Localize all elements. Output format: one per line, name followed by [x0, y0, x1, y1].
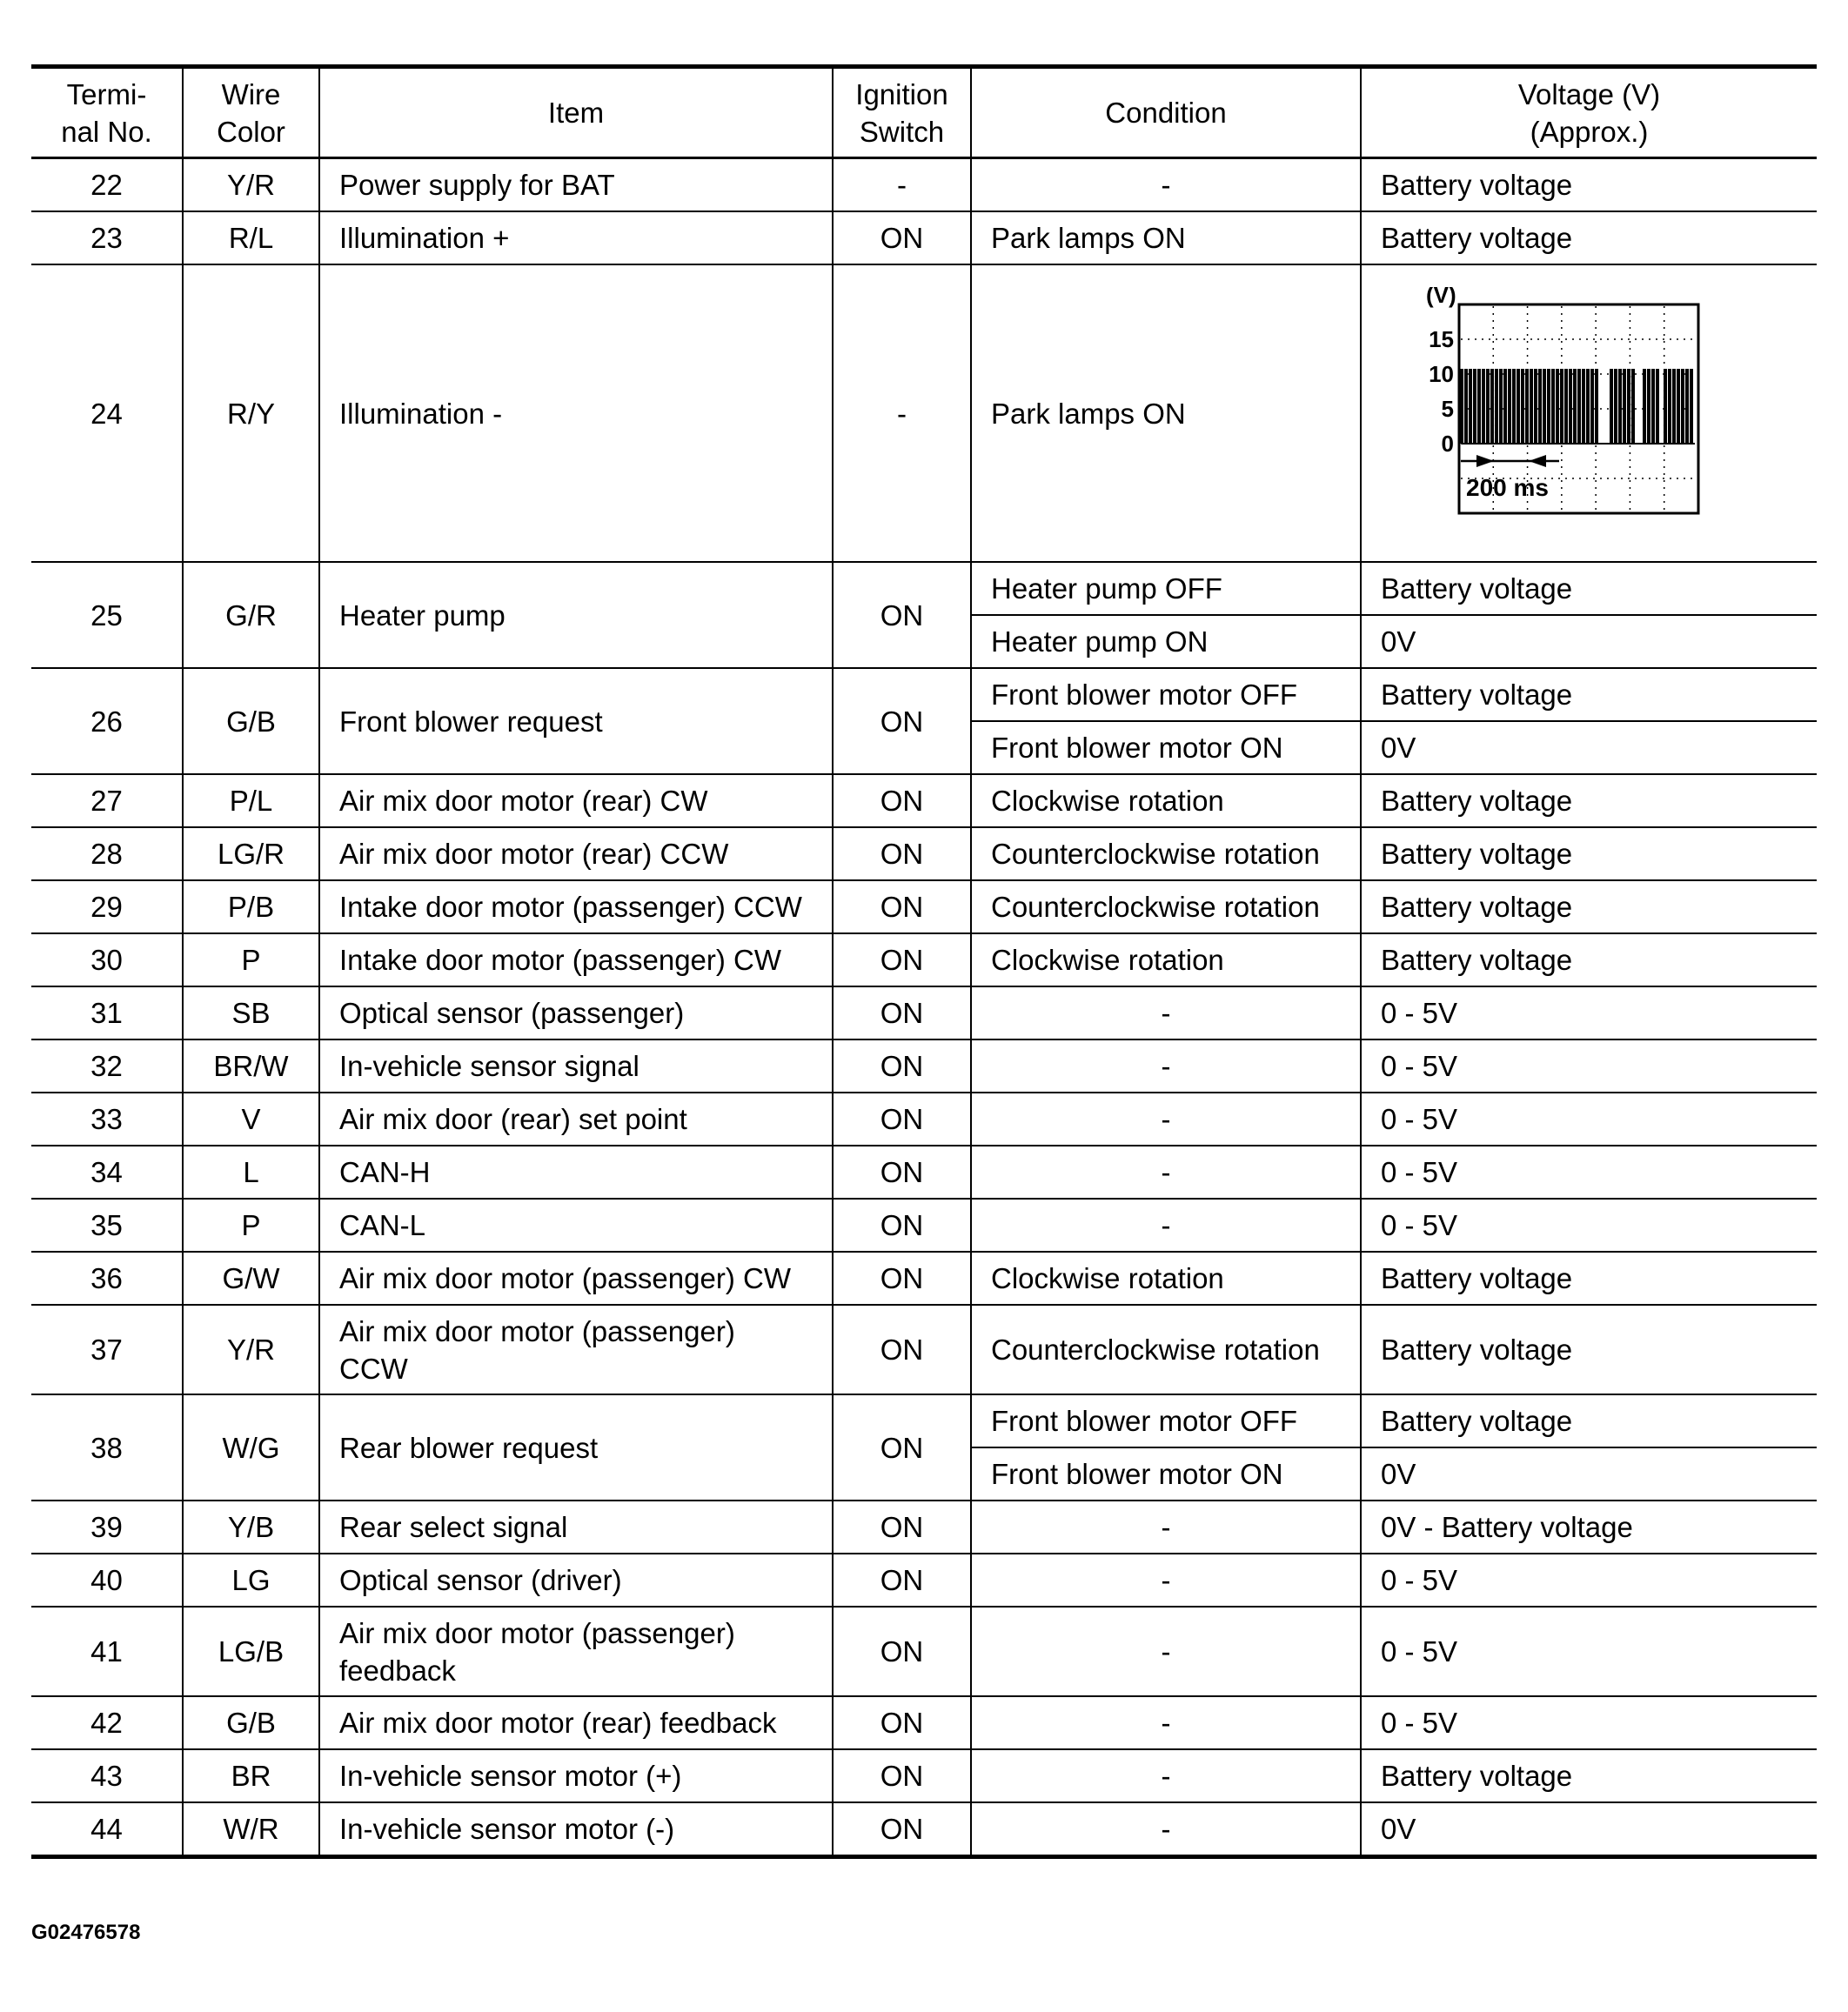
header-condition: Condition [971, 67, 1361, 158]
voltage-cell: 0 - 5V [1361, 1554, 1817, 1607]
condition-cell: Clockwise rotation [971, 933, 1361, 986]
condition-cell: Front blower motor ON [971, 721, 1361, 774]
voltage-cell: Battery voltage [1361, 774, 1817, 827]
item-cell: CAN-L [319, 1199, 833, 1252]
table-row [31, 1554, 1817, 1607]
table-row [31, 1146, 1817, 1199]
terminal-no-cell: 36 [31, 1252, 183, 1305]
terminal-no-cell: 25 [31, 562, 183, 668]
table-row [31, 827, 1817, 880]
wire-color-cell: G/B [183, 1696, 319, 1749]
ignition-switch-cell: ON [833, 1501, 971, 1554]
condition-cell: - [971, 1039, 1361, 1093]
terminal-no-cell: 38 [31, 1394, 183, 1501]
ignition-switch-cell: ON [833, 986, 971, 1039]
condition-cell: Counterclockwise rotation [971, 880, 1361, 933]
header-row [31, 67, 1817, 158]
table-row [31, 1802, 1817, 1857]
ignition-switch-cell: ON [833, 1394, 971, 1501]
item-cell: Illumination + [319, 211, 833, 264]
condition-cell: Front blower motor OFF [971, 1394, 1361, 1447]
ignition-switch-cell: ON [833, 1554, 971, 1607]
terminal-no-cell: 42 [31, 1696, 183, 1749]
condition-cell: Clockwise rotation [971, 774, 1361, 827]
item-cell: In-vehicle sensor motor (-) [319, 1802, 833, 1857]
ignition-switch-cell: ON [833, 880, 971, 933]
ignition-switch-cell: ON [833, 562, 971, 668]
voltage-cell: 0V - Battery voltage [1361, 1501, 1817, 1554]
header-wire-line2: Color [217, 115, 285, 148]
condition-cell: - [971, 1802, 1361, 1857]
waveform-y-tick: 5 [1441, 396, 1454, 422]
condition-cell: - [971, 1749, 1361, 1802]
voltage-cell: 0 - 5V [1361, 986, 1817, 1039]
ignition-switch-cell: ON [833, 1146, 971, 1199]
item-cell [319, 1305, 833, 1394]
terminal-no-cell: 39 [31, 1501, 183, 1554]
waveform-chart [1381, 287, 1711, 531]
table-row [31, 668, 1817, 721]
condition-cell: - [971, 1696, 1361, 1749]
terminal-no-cell: 32 [31, 1039, 183, 1093]
terminal-no-cell: 31 [31, 986, 183, 1039]
terminal-no-cell: 22 [31, 158, 183, 212]
table-row [31, 774, 1817, 827]
item-cell: Air mix door motor (rear) feedback [319, 1696, 833, 1749]
condition-cell: - [971, 1554, 1361, 1607]
table-row [31, 986, 1817, 1039]
voltage-cell: Battery voltage [1361, 880, 1817, 933]
ignition-switch-cell: - [833, 158, 971, 212]
item-cell: Rear blower request [319, 1394, 833, 1501]
condition-cell: - [971, 1199, 1361, 1252]
header-wire-line1: Wire [221, 77, 281, 110]
condition-cell: Front blower motor OFF [971, 668, 1361, 721]
terminal-no-cell: 27 [31, 774, 183, 827]
voltage-cell: Battery voltage [1361, 1749, 1817, 1802]
ignition-switch-cell: ON [833, 211, 971, 264]
voltage-cell: Battery voltage [1361, 211, 1817, 264]
header-ignition-line1: Ignition [855, 77, 948, 110]
voltage-cell: 0V [1361, 1802, 1817, 1857]
item-cell: Optical sensor (passenger) [319, 986, 833, 1039]
condition-cell: - [971, 1093, 1361, 1146]
terminal-no-cell: 24 [31, 264, 183, 562]
wire-color-cell: P/B [183, 880, 319, 933]
item-cell-line: Air mix door motor (passenger) [339, 1616, 735, 1649]
wire-color-cell: Y/B [183, 1501, 319, 1554]
waveform-y-tick: 0 [1441, 431, 1454, 457]
ignition-switch-cell: ON [833, 1252, 971, 1305]
wire-color-cell: P [183, 933, 319, 986]
header-wire-color [183, 67, 319, 158]
wire-color-cell: P [183, 1199, 319, 1252]
ignition-switch-cell: - [833, 264, 971, 562]
voltage-cell: Battery voltage [1361, 1252, 1817, 1305]
ignition-switch-cell: ON [833, 1696, 971, 1749]
voltage-cell: Battery voltage [1361, 562, 1817, 615]
voltage-waveform-cell [1361, 264, 1817, 562]
terminal-no-cell: 41 [31, 1607, 183, 1696]
ignition-switch-cell: ON [833, 827, 971, 880]
wire-color-cell: W/R [183, 1802, 319, 1857]
ignition-switch-cell: ON [833, 668, 971, 774]
table-row [31, 1394, 1817, 1447]
terminal-no-cell: 30 [31, 933, 183, 986]
wire-color-cell: BR [183, 1749, 319, 1802]
time-scale-label: 200 ms [1466, 474, 1549, 501]
ignition-switch-cell: ON [833, 774, 971, 827]
terminal-voltage-table [31, 64, 1817, 1859]
wire-color-cell: W/G [183, 1394, 319, 1501]
condition-cell: Park lamps ON [971, 264, 1361, 562]
table-row [31, 1199, 1817, 1252]
table-row [31, 562, 1817, 615]
condition-cell: - [971, 158, 1361, 212]
header-item: Item [319, 67, 833, 158]
item-cell: Optical sensor (driver) [319, 1554, 833, 1607]
table-row [31, 933, 1817, 986]
table-row [31, 1501, 1817, 1554]
item-cell: In-vehicle sensor signal [319, 1039, 833, 1093]
item-cell: Intake door motor (passenger) CCW [319, 880, 833, 933]
condition-cell: - [971, 1501, 1361, 1554]
waveform-unit-label: (V) [1426, 287, 1456, 308]
item-cell: Power supply for BAT [319, 158, 833, 212]
wire-color-cell: G/W [183, 1252, 319, 1305]
item-cell-line: CCW [339, 1352, 408, 1385]
item-cell [319, 1607, 833, 1696]
terminal-no-cell: 23 [31, 211, 183, 264]
ignition-switch-cell: ON [833, 1093, 971, 1146]
header-voltage-line2: (Approx.) [1530, 115, 1649, 148]
voltage-cell: 0 - 5V [1361, 1039, 1817, 1093]
item-cell: Air mix door motor (rear) CCW [319, 827, 833, 880]
voltage-cell: 0 - 5V [1361, 1199, 1817, 1252]
item-cell: Air mix door motor (rear) CW [319, 774, 833, 827]
item-cell: Front blower request [319, 668, 833, 774]
wire-color-cell: L [183, 1146, 319, 1199]
voltage-cell: Battery voltage [1361, 1305, 1817, 1394]
terminal-no-cell: 28 [31, 827, 183, 880]
table-row [31, 1093, 1817, 1146]
item-cell: Heater pump [319, 562, 833, 668]
ignition-switch-cell: ON [833, 1039, 971, 1093]
table-row [31, 1607, 1817, 1696]
voltage-cell: Battery voltage [1361, 933, 1817, 986]
terminal-no-cell: 29 [31, 880, 183, 933]
figure-code: G02476578 [31, 1921, 141, 1944]
table-row [31, 1039, 1817, 1093]
table-row [31, 1696, 1817, 1749]
terminal-no-cell: 33 [31, 1093, 183, 1146]
ignition-switch-cell: ON [833, 1749, 971, 1802]
condition-cell: Park lamps ON [971, 211, 1361, 264]
wire-color-cell: G/R [183, 562, 319, 668]
voltage-cell: 0V [1361, 721, 1817, 774]
item-cell: Intake door motor (passenger) CW [319, 933, 833, 986]
ignition-switch-cell: ON [833, 1607, 971, 1696]
terminal-table-container [31, 64, 1817, 1859]
header-terminal-line2: nal No. [61, 115, 152, 148]
voltage-cell: 0V [1361, 1447, 1817, 1501]
condition-cell: - [971, 986, 1361, 1039]
condition-cell: Clockwise rotation [971, 1252, 1361, 1305]
voltage-cell: 0 - 5V [1361, 1607, 1817, 1696]
table-row [31, 1749, 1817, 1802]
terminal-no-cell: 26 [31, 668, 183, 774]
voltage-cell: 0V [1361, 615, 1817, 668]
ignition-switch-cell: ON [833, 1305, 971, 1394]
item-cell: Rear select signal [319, 1501, 833, 1554]
wire-color-cell: LG/R [183, 827, 319, 880]
voltage-cell: 0 - 5V [1361, 1093, 1817, 1146]
condition-cell: - [971, 1146, 1361, 1199]
header-terminal-no [31, 67, 183, 158]
condition-cell: Front blower motor ON [971, 1447, 1361, 1501]
header-terminal-line1: Termi- [66, 77, 147, 110]
ignition-switch-cell: ON [833, 1199, 971, 1252]
voltage-cell: Battery voltage [1361, 827, 1817, 880]
waveform-y-tick: 15 [1429, 326, 1454, 352]
terminal-no-cell: 35 [31, 1199, 183, 1252]
item-cell-line: Air mix door motor (passenger) [339, 1314, 735, 1347]
item-cell: Illumination - [319, 264, 833, 562]
table-row [31, 264, 1817, 562]
wire-color-cell: LG [183, 1554, 319, 1607]
wire-color-cell: V [183, 1093, 319, 1146]
table-row [31, 880, 1817, 933]
header-voltage-line1: Voltage (V) [1517, 77, 1661, 110]
ignition-switch-cell: ON [833, 933, 971, 986]
table-row [31, 1252, 1817, 1305]
header-ignition-switch [833, 67, 971, 158]
wire-color-cell: LG/B [183, 1607, 319, 1696]
wire-color-cell: G/B [183, 668, 319, 774]
condition-cell: - [971, 1607, 1361, 1696]
terminal-no-cell: 44 [31, 1802, 183, 1857]
wire-color-cell: Y/R [183, 1305, 319, 1394]
voltage-cell: Battery voltage [1361, 158, 1817, 212]
ignition-switch-cell: ON [833, 1802, 971, 1857]
terminal-no-cell: 40 [31, 1554, 183, 1607]
item-cell: Air mix door motor (passenger) CW [319, 1252, 833, 1305]
wire-color-cell: R/L [183, 211, 319, 264]
wire-color-cell: Y/R [183, 158, 319, 212]
condition-cell: Heater pump OFF [971, 562, 1361, 615]
wire-color-cell: R/Y [183, 264, 319, 562]
wire-color-cell: P/L [183, 774, 319, 827]
voltage-cell: 0 - 5V [1361, 1146, 1817, 1199]
waveform-y-tick: 10 [1429, 361, 1454, 387]
wire-color-cell: BR/W [183, 1039, 319, 1093]
header-voltage [1361, 67, 1817, 158]
condition-cell: Counterclockwise rotation [971, 1305, 1361, 1394]
item-cell: In-vehicle sensor motor (+) [319, 1749, 833, 1802]
table-row [31, 211, 1817, 264]
item-cell-line: feedback [339, 1654, 456, 1687]
condition-cell: Counterclockwise rotation [971, 827, 1361, 880]
item-cell: CAN-H [319, 1146, 833, 1199]
wire-color-cell: SB [183, 986, 319, 1039]
condition-cell: Heater pump ON [971, 615, 1361, 668]
terminal-no-cell: 37 [31, 1305, 183, 1394]
table-row [31, 158, 1817, 212]
header-ignition-line2: Switch [859, 115, 945, 148]
table-row [31, 1305, 1817, 1394]
terminal-no-cell: 34 [31, 1146, 183, 1199]
item-cell: Air mix door (rear) set point [319, 1093, 833, 1146]
voltage-cell: Battery voltage [1361, 668, 1817, 721]
voltage-cell: 0 - 5V [1361, 1696, 1817, 1749]
terminal-no-cell: 43 [31, 1749, 183, 1802]
voltage-cell: Battery voltage [1361, 1394, 1817, 1447]
